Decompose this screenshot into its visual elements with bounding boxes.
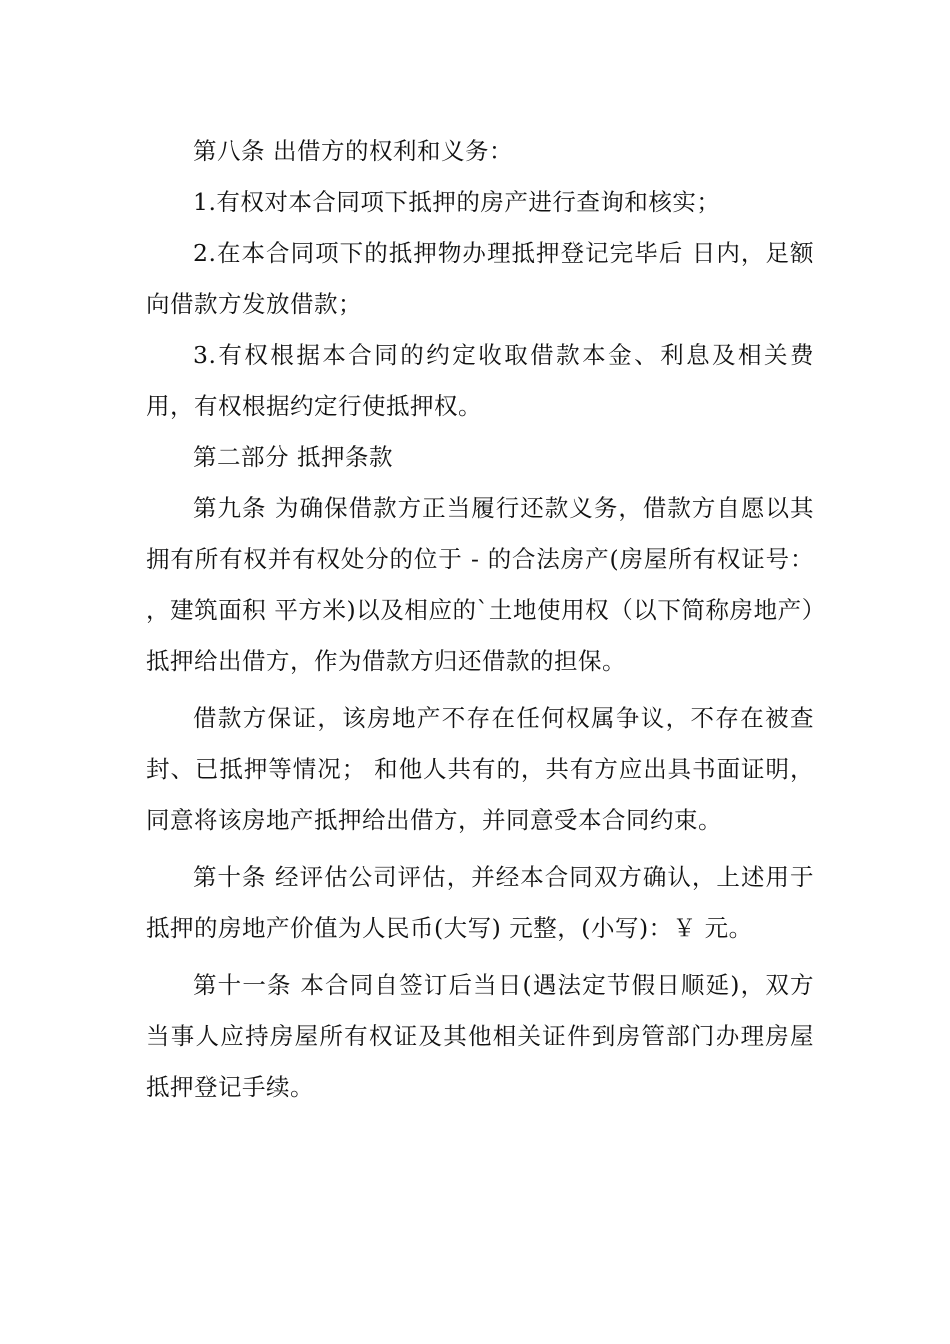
article-8-item-2: 2.在本合同项下的抵押物办理抵押登记完毕后 日内，足额向借款方发放借款；	[146, 239, 814, 318]
article-8-heading: 第八条 出借方的权利和义务：	[193, 137, 513, 165]
article-8-item-1: 1.有权对本合同项下抵押的房产进行查询和核实；	[193, 188, 721, 216]
article-9-paragraph: 第九条 为确保借款方正当履行还款义务，借款方自愿以其拥有所有权并有权处分的位于 - 的合法房产(房屋所有权证号： ，建筑面积 平方米)以及相应的`土地使用权（以下简称房地产）抵押给出借方，作为借款方归还借款的担保。	[146, 494, 814, 675]
document-body	[146, 126, 814, 1113]
article-8-item-3: 3.有权根据本合同的约定收取借款本金、利息及相关费用，有权根据约定行使抵押权。	[146, 341, 814, 420]
borrower-guarantee-paragraph: 借款方保证，该房地产不存在任何权属争议，不存在被查封、已抵押等情况； 和他人共有的，共有方应出具书面证明，同意将该房地产抵押给出借方，并同意受本合同约束。	[146, 704, 814, 834]
part-2-heading: 第二部分 抵押条款	[193, 443, 393, 471]
article-11-paragraph: 第十一条 本合同自签订后当日(遇法定节假日顺延)，双方当事人应持房屋所有权证及其他相关证件到房管部门办理房屋抵押登记手续。	[146, 971, 814, 1101]
article-10-paragraph: 第十条 经评估公司评估，并经本合同双方确认，上述用于抵押的房地产价值为人民币(大写) 元整，(小写)：￥ 元。	[146, 863, 814, 942]
